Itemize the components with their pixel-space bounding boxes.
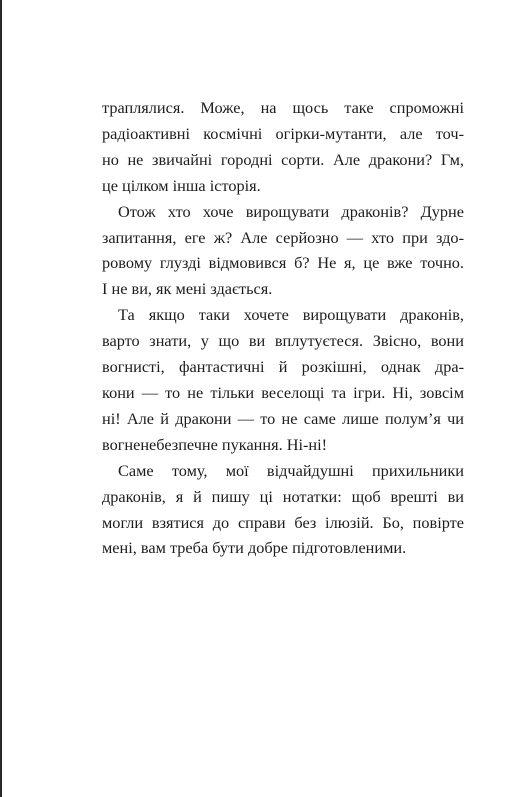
text-line: це цілком інша історія. <box>102 175 261 195</box>
body-text <box>102 95 464 561</box>
text-line: ні! Але й дракони — то не саме лише полум’я чи <box>102 408 464 428</box>
text-line: но не звичайні городні сорти. Але дракони? Гм, <box>102 149 464 169</box>
text-line: драконів, я й пишу ці нотатки: щоб врешті ви <box>102 486 464 506</box>
text-line: мені, вам треба бути добре підготовленими. <box>102 538 407 558</box>
text-line: радіоактивні космічні огірки-мутанти, але точ- <box>102 123 464 143</box>
paragraph <box>102 199 464 303</box>
text-line: запитання, еге ж? Але серйозно — хто при здо- <box>102 227 464 247</box>
text-line: вогненебезпечне пукання. Ні-ні! <box>102 434 328 454</box>
text-line: ровому глузді відмовився б? Не я, це вже точно. <box>102 253 464 273</box>
text-line: варто знати, у що ви вплутуєтеся. Звісно, вони <box>102 331 464 351</box>
text-line: кони — то не тільки веселощі та ігри. Ні, зовсім <box>102 382 464 402</box>
text-line: Та якщо таки хочете вирощувати драконів, <box>118 305 464 325</box>
text-line: І не ви, як мені здається. <box>102 279 273 299</box>
paragraph <box>102 458 464 562</box>
text-line: Отож хто хоче вирощувати драконів? Дурне <box>118 201 464 221</box>
text-line: Саме тому, мої відчайдушні прихильники <box>118 460 464 480</box>
text-line: вогнисті, фантастичні й розкішні, однак дра- <box>102 357 464 377</box>
paragraph <box>102 302 464 457</box>
text-line: траплялися. Може, на щось таке спроможні <box>102 98 464 117</box>
text-line: могли взятися до справи без ілюзій. Бо, повірте <box>102 512 464 532</box>
paragraph <box>102 95 464 199</box>
